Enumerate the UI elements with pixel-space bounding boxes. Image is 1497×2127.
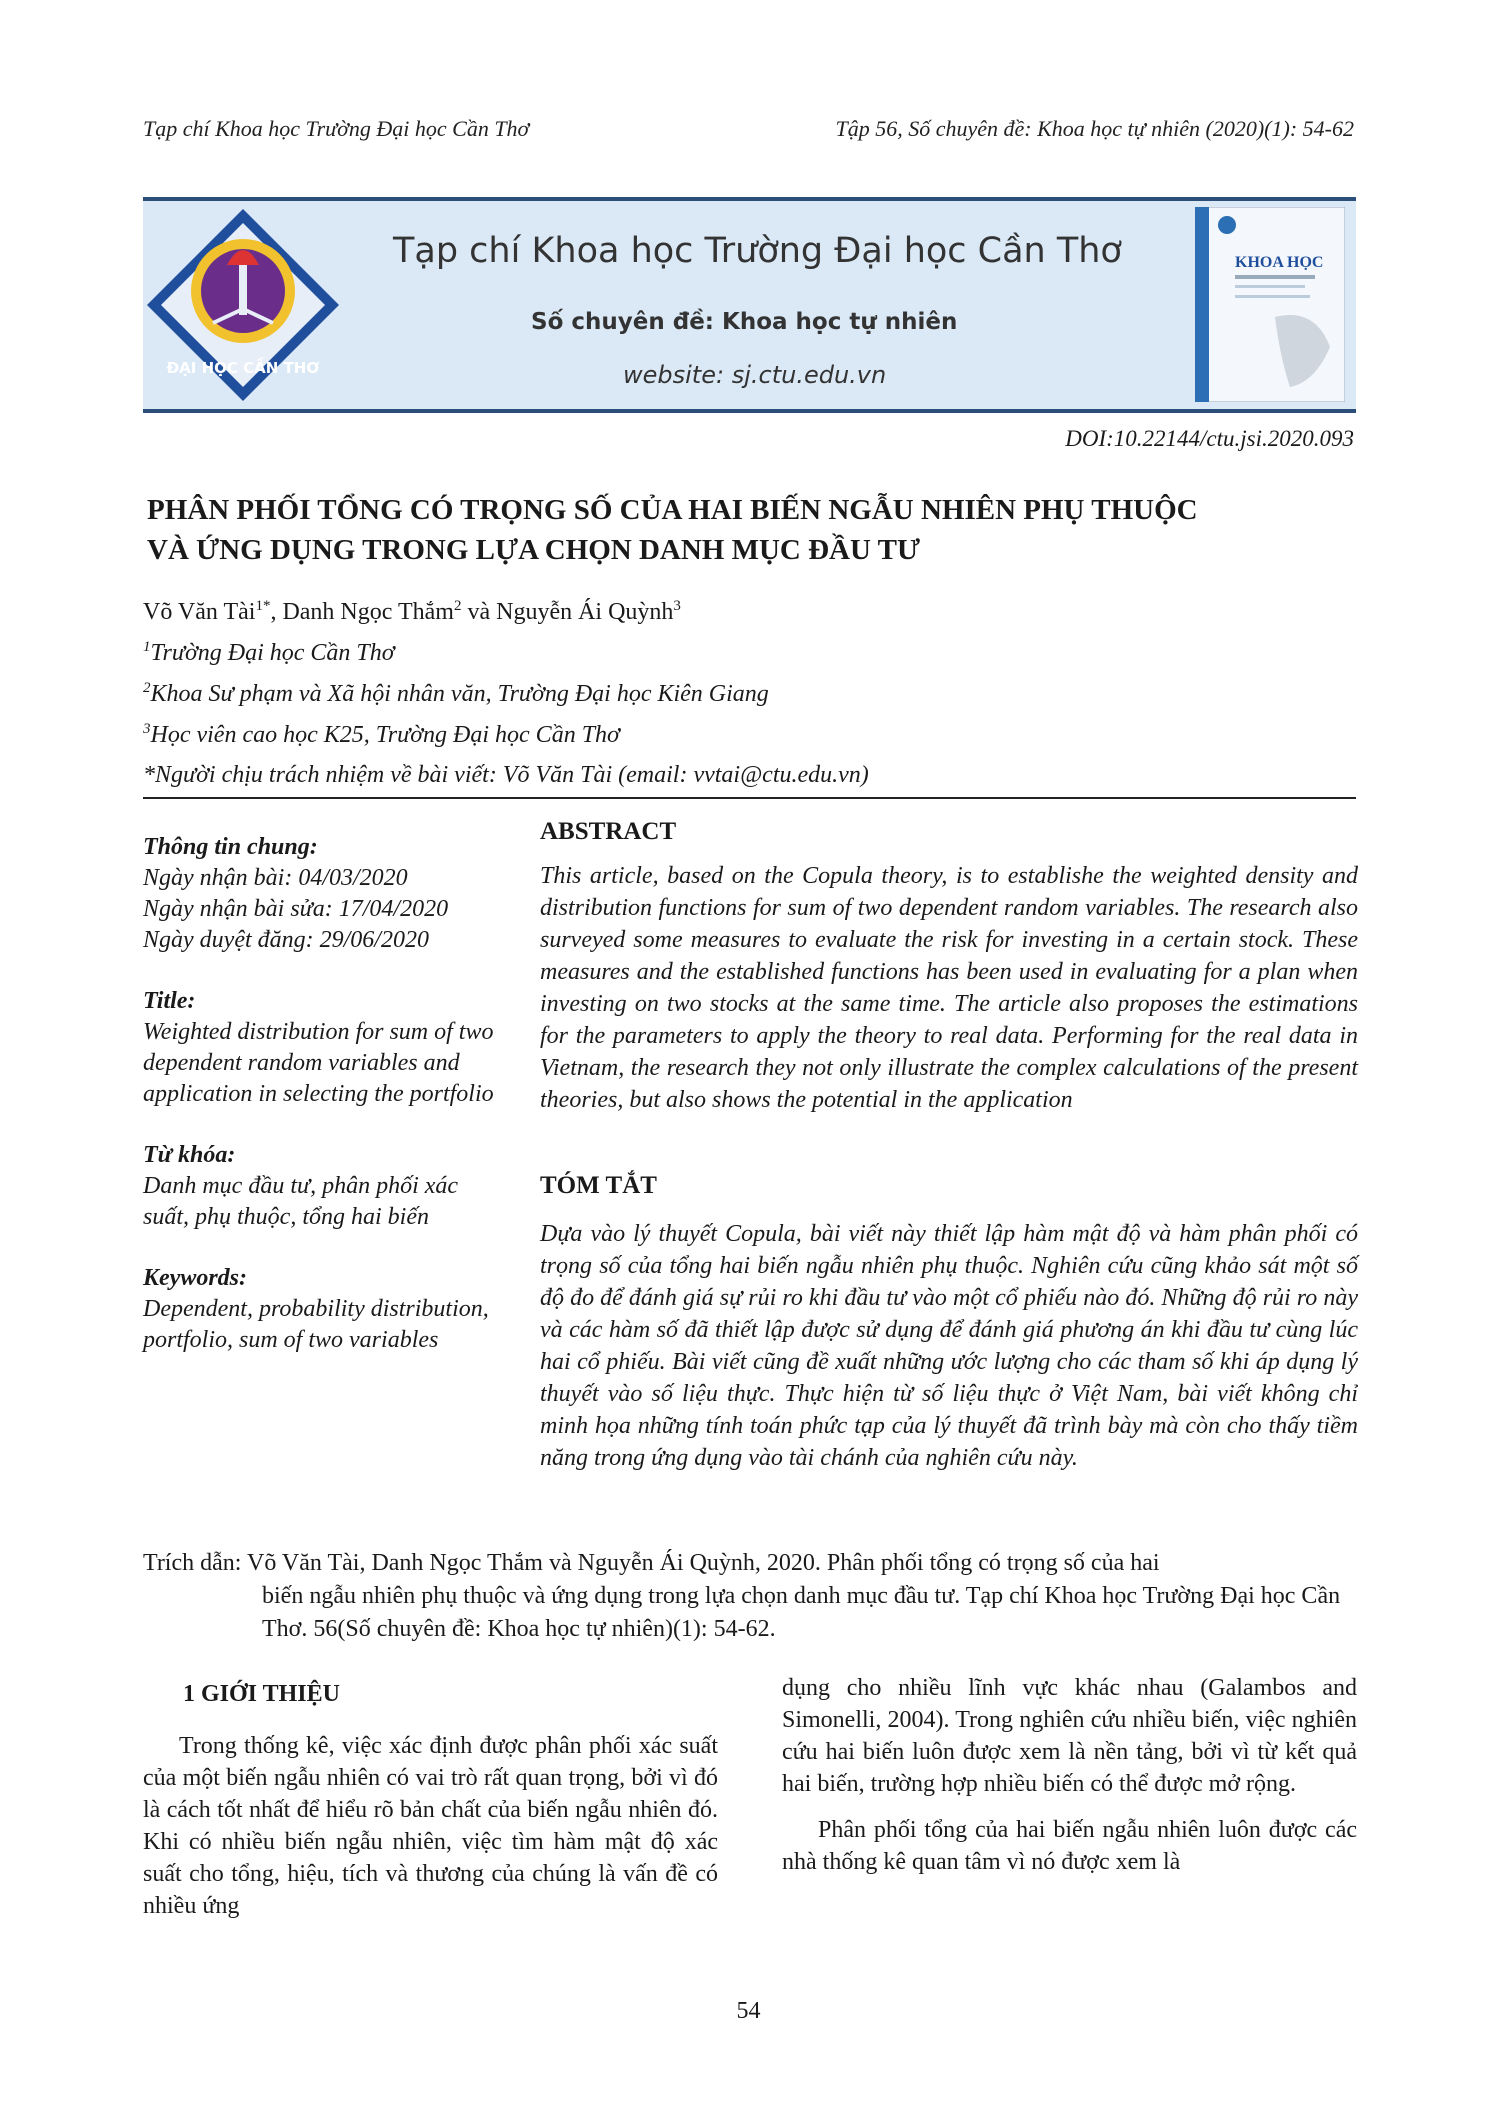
title-line: VÀ ỨNG DỤNG TRONG LỰA CHỌN DANH MỤC ĐẦU TƯ (147, 534, 921, 566)
received-date: Ngày nhận bài: 04/03/2020 (143, 865, 408, 891)
author-sup: 2 (453, 598, 462, 614)
tomtat-section (540, 1170, 1358, 1474)
abstract-section (540, 816, 1358, 1116)
revised-date: Ngày nhận bài sửa: 17/04/2020 (143, 896, 449, 922)
banner-subtitle: Số chuyên đề: Khoa học tự nhiên (531, 309, 958, 335)
paper-title (147, 490, 1367, 570)
affiliation-sup: 3 (143, 721, 151, 737)
body-column-left (143, 1678, 718, 1922)
doi: DOI:10.22144/ctu.jsi.2020.093 (1065, 426, 1354, 451)
affiliation (143, 639, 395, 667)
author-name: Võ Văn Tài (143, 599, 256, 625)
info-block (143, 832, 503, 956)
title-line: PHÂN PHỐI TỔNG CÓ TRỌNG SỐ CỦA HAI BIẾN NGẪU NHIÊN PHỤ THUỘC (147, 494, 1198, 526)
body-paragraph: Phân phối tổng của hai biến ngẫu nhiên luôn được các nhà thống kê quan tâm vì nó được xem là (782, 1817, 1357, 1875)
author-sup: 1* (255, 598, 271, 614)
journal-banner (143, 197, 1356, 413)
affiliation-text: Học viên cao học K25, Trường Đại học Cần Thơ (150, 722, 620, 748)
affiliation (143, 680, 769, 708)
author-list (143, 598, 681, 626)
body-paragraph: Trong thống kê, việc xác định được phân phối xác suất của một biến ngẫu nhiên có vai trò rất quan trọng, bởi vì đó là cách tốt nhất để hiểu rõ bản chất của biến ngẫu nhiên đó. Khi có nhiều biến ngẫu nhiên, việc tìm hàm mật độ xác suất cho tổng, hiệu, tích và thương của chúng là vấn đề có nhiều ứng (143, 1733, 718, 1919)
tomtat-heading: TÓM TẮT (540, 1172, 657, 1199)
abstract-text: This article, based on the Copula theory, is to establishe the weighted density and distribution functions for sum of two dependent random variables. The research also surveyed some measures to evaluate the risk for investing in a certain stock. These measures and the established functions has been used in evaluating for a plan when investing on two stocks at the same time. The article also proposes the estimations for the parameters to apply the theory to real data. Performing for the real data in Vietnam, the research they not only illustrate the complex calculations of the present theories, but also shows the potential in the application (540, 863, 1358, 1113)
vietnamese-keywords-heading: Từ khóa: (143, 1142, 236, 1168)
citation (143, 1547, 1356, 1646)
keywords-text: Dependent, probability distribution, portfolio, sum of two variables (143, 1296, 489, 1353)
page-number: 54 (736, 1998, 761, 2024)
affiliation-sup: 2 (143, 680, 151, 696)
author-sup: 3 (673, 598, 681, 614)
affiliation (143, 721, 620, 749)
article-info-sidebar (143, 832, 503, 1386)
vietnamese-keywords-text: Danh mục đầu tư, phân phối xác suất, phụ thuộc, tổng hai biến (143, 1173, 459, 1230)
affiliation-text: Khoa Sư phạm và Xã hội nhân văn, Trường Đại học Kiên Giang (150, 681, 769, 707)
body-column-right (782, 1672, 1357, 1878)
english-title-block (143, 986, 503, 1110)
svg-text:ĐẠI HỌC CẦN THƠ: ĐẠI HỌC CẦN THƠ (166, 359, 320, 377)
author-name: và Nguyễn Ái Quỳnh (461, 599, 674, 625)
body-paragraph: dụng cho nhiều lĩnh vực khác nhau (Galambos and Simonelli, 2004). Trong nghiên cứu nhiều biến, việc nghiên cứu hai biến luôn được xem là nền tảng, bởi vì từ kết quả hai biến, trường hợp nhiều biến có thể được mở rộng. (782, 1675, 1357, 1797)
accepted-date: Ngày duyệt đăng: 29/06/2020 (143, 927, 429, 953)
journal-cover-icon (1195, 207, 1345, 402)
divider (143, 797, 1356, 799)
vietnamese-keywords-block (143, 1140, 503, 1233)
citation-first-line: Trích dẫn: Võ Văn Tài, Danh Ngọc Thắm và Nguyễn Ái Quỳnh, 2020. Phân phối tổng có trọng số của hai (143, 1550, 1160, 1576)
author-name: , Danh Ngọc Thắm (270, 599, 454, 625)
citation-rest: biến ngẫu nhiên phụ thuộc và ứng dụng trong lựa chọn danh mục đầu tư. Tạp chí Khoa học Trường Đại học Cần Thơ. 56(Số chuyên đề: Khoa học tự nhiên)(1): 54-62. (262, 1583, 1341, 1642)
banner-title: Tạp chí Khoa học Trường Đại học Cần Thơ (393, 231, 1122, 271)
section-heading: 1 GIỚI THIỆU (183, 1681, 340, 1707)
affiliation-sup: 1 (143, 639, 151, 655)
tomtat-text: Dựa vào lý thuyết Copula, bài viết này thiết lập hàm mật độ và hàm phân phối có trọng số của tổng hai biến ngẫu nhiên phụ thuộc. Nghiên cứu cũng khảo sát một số độ đo để đánh giá sự rủi ro khi đầu tư vào một cổ phiếu nào đó. Những độ rủi ro này và các hàm số đã thiết lập được sử dụng để đánh giá phương án khi đầu tư cùng lúc hai cổ phiếu. Bài viết cũng đề xuất những ước lượng cho các tham số khi áp dụng lý thuyết vào số liệu thực. Thực hiện từ số liệu thực ở Việt Nam, bài viết không chỉ minh họa những tính toán phức tạp của lý thuyết đã trình bày mà còn cho thấy tiềm năng trong ứng dụng vào tài chánh của nghiên cứu này. (540, 1221, 1358, 1471)
corresponding-author: *Người chịu trách nhiệm về bài viết: Võ Văn Tài (email: vvtai@ctu.edu.vn) (143, 762, 869, 788)
svg-text:KHOA HỌC: KHOA HỌC (1235, 254, 1324, 271)
abstract-heading: ABSTRACT (540, 818, 677, 845)
keywords-heading: Keywords: (143, 1265, 247, 1291)
english-title-text: Weighted distribution for sum of two dependent random variables and application in selecting the portfolio (143, 1019, 494, 1107)
info-heading: Thông tin chung: (143, 834, 318, 860)
english-title-heading: Title: (143, 988, 196, 1014)
banner-website: website: sj.ctu.edu.vn (623, 361, 887, 389)
affiliation-text: Trường Đại học Cần Thơ (150, 640, 395, 666)
university-logo-icon (143, 205, 343, 405)
keywords-block (143, 1263, 503, 1356)
running-header-right: Tập 56, Số chuyên đề: Khoa học tự nhiên (2020)(1): 54-62 (835, 116, 1354, 141)
running-header-left: Tạp chí Khoa học Trường Đại học Cần Thơ (143, 116, 530, 141)
